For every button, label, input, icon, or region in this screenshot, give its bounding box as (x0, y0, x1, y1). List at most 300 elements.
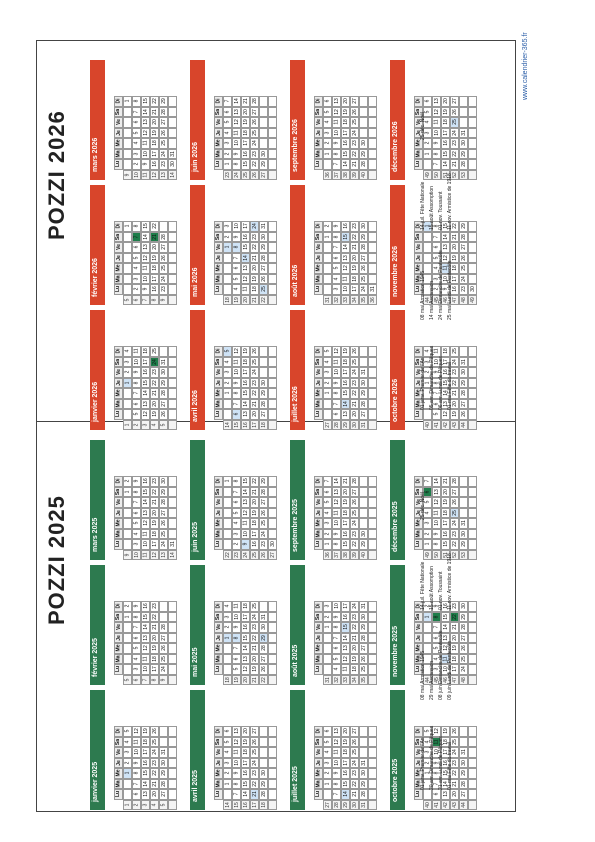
day-cell: 24 (450, 128, 459, 139)
day-cell: 1 (323, 232, 332, 243)
day-cell: 11 (141, 138, 150, 149)
day-cell (368, 138, 377, 149)
weekday-header: Ve (314, 117, 323, 128)
month-grid (105, 690, 178, 810)
day-cell (323, 409, 332, 420)
day-cell: 11 (441, 654, 450, 665)
day-cell: 14 (141, 497, 150, 508)
day-cell: 24 (250, 221, 259, 232)
day-cell (268, 221, 277, 232)
week-number: 48 (459, 295, 468, 306)
week-number (468, 420, 477, 431)
day-cell: 4 (423, 737, 432, 748)
day-cell (223, 539, 232, 550)
day-cell: 25 (459, 654, 468, 665)
day-cell: 29 (359, 149, 368, 160)
day-cell: 11 (232, 601, 241, 612)
day-cell (323, 789, 332, 800)
month-septembre-2025 (290, 440, 378, 560)
day-cell: 5 (223, 117, 232, 128)
day-cell: 1 (123, 378, 132, 389)
day-cell (268, 612, 277, 623)
day-cell: 9 (441, 284, 450, 295)
month-header (90, 60, 105, 180)
day-cell: 19 (341, 346, 350, 357)
day-cell: 22 (450, 768, 459, 779)
day-cell: 30 (359, 612, 368, 623)
weekday-header: Me (415, 769, 422, 777)
day-cell: 6 (432, 242, 441, 253)
day-cell (268, 789, 277, 800)
weekday-header: Je (414, 508, 423, 519)
weekday-header: Di (414, 221, 423, 232)
day-cell: 23 (350, 138, 359, 149)
day-cell: 6 (332, 643, 341, 654)
day-cell: 3 (423, 518, 432, 529)
day-cell: 8 (332, 149, 341, 160)
day-cell: 26 (159, 643, 168, 654)
day-cell: 21 (350, 789, 359, 800)
day-cell: 27 (459, 399, 468, 410)
day-cell (468, 612, 477, 623)
day-cell: 2 (123, 758, 132, 769)
day-cell: 16 (441, 601, 450, 612)
day-cell: 19 (250, 274, 259, 285)
day-cell: 26 (159, 409, 168, 420)
day-cell: 23 (150, 476, 159, 487)
day-cell: 24 (450, 747, 459, 758)
weekday-header: Je (114, 378, 123, 389)
day-cell: 18 (150, 654, 159, 665)
day-cell: 7 (332, 242, 341, 253)
day-cell (168, 221, 177, 232)
day-cell: 30 (159, 367, 168, 378)
weekday-header: Ve (114, 622, 123, 633)
day-cell (168, 768, 177, 779)
month-name: décembre 2026 (392, 121, 399, 172)
day-cell: 28 (459, 779, 468, 790)
day-cell: 21 (341, 476, 350, 487)
day-cell: 8 (232, 242, 241, 253)
holiday-entry: 06 avr. Lundi de Pâques (438, 356, 444, 410)
day-cell: 6 (232, 654, 241, 665)
day-cell: 6 (423, 96, 432, 107)
day-cell (268, 242, 277, 253)
day-cell: 18 (141, 737, 150, 748)
day-cell (223, 409, 232, 420)
weekday-header: Me (315, 139, 322, 147)
day-cell: 11 (432, 737, 441, 748)
day-cell: 22 (350, 388, 359, 399)
day-cell: 12 (432, 107, 441, 118)
day-cell: 14 (341, 633, 350, 644)
week-number: 49 (423, 170, 432, 181)
day-cell: 4 (323, 117, 332, 128)
weekday-header: Sa (314, 612, 323, 623)
month-name: juin 2025 (192, 522, 199, 552)
day-cell: 30 (259, 768, 268, 779)
week-number: 52 (450, 170, 459, 181)
month-header (90, 310, 105, 430)
day-cell: 2 (423, 138, 432, 149)
day-cell (268, 388, 277, 399)
day-cell: 10 (132, 357, 141, 368)
day-cell: 16 (150, 159, 159, 170)
day-cell: 18 (150, 529, 159, 540)
day-cell: 20 (341, 487, 350, 498)
day-cell: 30 (259, 149, 268, 160)
day-cell: 26 (450, 497, 459, 508)
day-cell (368, 601, 377, 612)
day-cell (368, 159, 377, 170)
day-cell: 10 (332, 367, 341, 378)
day-cell: 30 (159, 476, 168, 487)
day-cell: 1 (223, 779, 232, 790)
day-cell: 22 (350, 149, 359, 160)
year-title-2026: POZZI 2026 (44, 110, 69, 240)
weekday-header: Di (314, 476, 323, 487)
day-cell (368, 487, 377, 498)
day-cell: 2 (423, 601, 432, 612)
week-number: 46 (441, 675, 450, 686)
day-cell: 30 (459, 529, 468, 540)
day-cell: 25 (459, 263, 468, 274)
day-cell: 4 (223, 747, 232, 758)
day-cell: 6 (432, 399, 441, 410)
month-header (390, 185, 405, 305)
day-cell: 8 (132, 487, 141, 498)
week-number: 9 (159, 295, 168, 306)
day-cell: 17 (341, 367, 350, 378)
month-juillet-2025 (290, 690, 378, 810)
month-name: octobre 2026 (392, 378, 399, 422)
day-cell: 7 (132, 107, 141, 118)
day-cell: 13 (332, 726, 341, 737)
day-cell: 23 (450, 529, 459, 540)
day-cell: 7 (332, 159, 341, 170)
week-number: 13 (159, 550, 168, 561)
weekday-header: Di (214, 96, 223, 107)
day-cell: 8 (132, 768, 141, 779)
day-cell (423, 232, 432, 243)
holiday-entry: 09 juin Lundi de Pentecôte (447, 640, 453, 700)
day-cell: 18 (350, 664, 359, 675)
weekday-header: Me (415, 264, 422, 272)
week-number: 40 (359, 170, 368, 181)
day-cell (468, 96, 477, 107)
day-cell: 14 (441, 388, 450, 399)
day-cell: 3 (323, 518, 332, 529)
month-grid (105, 440, 178, 560)
month-header (190, 60, 205, 180)
day-cell: 17 (441, 128, 450, 139)
week-number (268, 800, 277, 811)
day-cell: 21 (150, 232, 159, 243)
day-cell: 20 (441, 96, 450, 107)
weekday-header: Me (315, 769, 322, 777)
day-cell (168, 346, 177, 357)
day-cell: 12 (332, 107, 341, 118)
weekday-header: Lu (114, 539, 123, 550)
weekday-header: Lu (314, 284, 323, 295)
day-cell (268, 357, 277, 368)
day-cell: 18 (241, 357, 250, 368)
day-cell: 5 (232, 274, 241, 285)
day-cell: 11 (332, 508, 341, 519)
weekday-header: Di (114, 476, 123, 487)
weekday-header: Di (214, 726, 223, 737)
day-cell: 18 (150, 263, 159, 274)
day-cell: 9 (232, 149, 241, 160)
day-cell: 29 (459, 612, 468, 623)
weekday-header: Ve (214, 497, 223, 508)
month-name: janvier 2026 (92, 381, 99, 422)
week-number: 14 (168, 550, 177, 561)
week-number: 16 (241, 800, 250, 811)
day-cell: 20 (450, 399, 459, 410)
day-cell (423, 789, 432, 800)
week-number: 45 (432, 295, 441, 306)
month-avril-2025 (190, 690, 278, 810)
weekday-header: Sa (414, 487, 423, 498)
day-cell: 31 (459, 518, 468, 529)
weekday-header: Je (414, 758, 423, 769)
day-cell (268, 487, 277, 498)
day-cell: 14 (141, 779, 150, 790)
day-cell (123, 508, 132, 519)
month-septembre-2026 (290, 60, 378, 180)
day-cell (168, 612, 177, 623)
holiday-entry: 25 déc. Noël (420, 111, 426, 140)
week-number: 36 (323, 550, 332, 561)
day-cell (159, 346, 168, 357)
day-cell: 3 (223, 138, 232, 149)
weekday-header: Di (114, 726, 123, 737)
day-cell: 21 (150, 622, 159, 633)
day-cell: 5 (323, 737, 332, 748)
day-cell: 21 (150, 779, 159, 790)
weekday-header: Ve (214, 622, 223, 633)
day-cell: 12 (241, 508, 250, 519)
day-cell: 13 (141, 117, 150, 128)
day-cell: 17 (241, 612, 250, 623)
week-number: 37 (332, 550, 341, 561)
day-cell (468, 128, 477, 139)
week-number: 9 (159, 675, 168, 686)
day-cell: 14 (441, 232, 450, 243)
day-cell (259, 107, 268, 118)
day-cell: 6 (232, 409, 241, 420)
day-cell (268, 497, 277, 508)
day-cell: 5 (423, 726, 432, 737)
day-cell (459, 737, 468, 748)
weekday-header: Je (114, 633, 123, 644)
day-cell: 26 (450, 726, 459, 737)
day-cell: 5 (123, 726, 132, 737)
week-number: 32 (332, 295, 341, 306)
day-cell: 23 (250, 232, 259, 243)
weekday-header: Lu (114, 664, 123, 675)
week-number: 51 (441, 550, 450, 561)
day-cell: 12 (241, 664, 250, 675)
day-cell: 7 (223, 96, 232, 107)
day-cell: 24 (350, 128, 359, 139)
weekday-header: Ma (315, 400, 322, 408)
day-cell: 23 (250, 149, 259, 160)
day-cell: 16 (341, 612, 350, 623)
day-cell: 22 (450, 378, 459, 389)
weekday-header: Sa (314, 737, 323, 748)
weekday-header: Di (314, 601, 323, 612)
day-cell (123, 138, 132, 149)
day-cell: 12 (141, 518, 150, 529)
day-cell: 12 (232, 346, 241, 357)
week-number: 35 (359, 675, 368, 686)
day-cell: 1 (323, 149, 332, 160)
day-cell (223, 253, 232, 264)
day-cell: 2 (223, 622, 232, 633)
day-cell (368, 643, 377, 654)
day-cell: 25 (250, 128, 259, 139)
weekday-header: Lu (414, 284, 423, 295)
day-cell: 13 (341, 253, 350, 264)
month-header (390, 310, 405, 430)
week-number: 10 (132, 550, 141, 561)
week-number: 35 (359, 295, 368, 306)
day-cell: 26 (350, 737, 359, 748)
week-number: 39 (350, 170, 359, 181)
weekday-header: Sa (114, 487, 123, 498)
week-number: 27 (323, 800, 332, 811)
month-name: juin 2026 (192, 142, 199, 172)
day-cell: 20 (150, 508, 159, 519)
day-cell: 10 (441, 664, 450, 675)
day-cell: 4 (323, 508, 332, 519)
day-cell (368, 476, 377, 487)
day-cell: 8 (132, 378, 141, 389)
day-cell: 30 (359, 768, 368, 779)
day-cell: 31 (459, 128, 468, 139)
week-number: 33 (341, 675, 350, 686)
day-cell (323, 242, 332, 253)
day-cell: 4 (332, 664, 341, 675)
weekday-header: Lu (214, 159, 223, 170)
day-cell: 5 (332, 654, 341, 665)
day-cell: 22 (150, 612, 159, 623)
day-cell: 17 (150, 149, 159, 160)
day-cell (368, 117, 377, 128)
day-cell: 16 (141, 758, 150, 769)
day-cell (268, 284, 277, 295)
day-cell: 22 (150, 768, 159, 779)
day-cell: 12 (441, 643, 450, 654)
day-cell: 14 (141, 622, 150, 633)
month-name: février 2026 (92, 258, 99, 297)
day-cell (168, 409, 177, 420)
day-cell: 18 (441, 117, 450, 128)
day-cell (168, 138, 177, 149)
website-link[interactable]: www.calendrier-365.fr (522, 32, 529, 100)
holiday-entry: 24 mai Dimanche de Pentecôte (438, 250, 444, 320)
weekday-header: Sa (114, 107, 123, 118)
day-cell: 19 (441, 107, 450, 118)
day-cell: 11 (232, 357, 241, 368)
week-number: 50 (432, 550, 441, 561)
day-cell: 5 (232, 664, 241, 675)
month-header (290, 565, 305, 685)
day-cell (268, 518, 277, 529)
day-cell: 18 (241, 747, 250, 758)
day-cell: 10 (332, 758, 341, 769)
day-cell (168, 284, 177, 295)
day-cell: 22 (150, 96, 159, 107)
weekday-header: Me (115, 644, 122, 652)
day-cell: 21 (250, 399, 259, 410)
day-cell: 25 (450, 508, 459, 519)
day-cell: 25 (350, 508, 359, 519)
month-name: octobre 2025 (392, 758, 399, 802)
weekday-header: Me (315, 264, 322, 272)
day-cell: 10 (341, 284, 350, 295)
weekday-header: Lu (214, 539, 223, 550)
day-cell (368, 253, 377, 264)
day-cell (468, 253, 477, 264)
day-cell: 29 (359, 539, 368, 550)
weekday-header: Di (214, 601, 223, 612)
day-cell: 1 (223, 388, 232, 399)
weekday-header: Je (314, 378, 323, 389)
weekday-header: Ve (114, 242, 123, 253)
week-number: 17 (250, 420, 259, 431)
day-cell: 9 (232, 378, 241, 389)
day-cell: 7 (132, 232, 141, 243)
day-cell: 12 (341, 263, 350, 274)
weekday-header: Lu (314, 409, 323, 420)
day-cell: 12 (441, 409, 450, 420)
month-grid (305, 565, 378, 685)
day-cell: 24 (250, 612, 259, 623)
day-cell: 13 (441, 399, 450, 410)
week-number: 26 (250, 170, 259, 181)
day-cell: 12 (332, 737, 341, 748)
day-cell: 30 (459, 367, 468, 378)
day-cell: 12 (232, 117, 241, 128)
day-cell: 28 (359, 633, 368, 644)
day-cell: 10 (441, 274, 450, 285)
day-cell (368, 779, 377, 790)
day-cell (123, 284, 132, 295)
day-cell: 7 (232, 253, 241, 264)
day-cell: 4 (223, 601, 232, 612)
day-cell: 3 (323, 758, 332, 769)
month-header (190, 690, 205, 810)
day-cell: 26 (159, 518, 168, 529)
day-cell: 12 (132, 726, 141, 737)
day-cell: 3 (323, 128, 332, 139)
week-number: 31 (323, 295, 332, 306)
month-mai-2026 (190, 185, 278, 305)
day-cell: 22 (250, 633, 259, 644)
day-cell: 6 (223, 726, 232, 737)
day-cell: 3 (223, 367, 232, 378)
day-cell: 14 (232, 96, 241, 107)
weekday-header: Sa (214, 232, 223, 243)
day-cell: 19 (441, 726, 450, 737)
holiday-entry: 01 nov. Toussaint (438, 191, 444, 230)
weekday-header: Je (214, 378, 223, 389)
day-cell: 30 (168, 159, 177, 170)
day-cell: 10 (332, 128, 341, 139)
